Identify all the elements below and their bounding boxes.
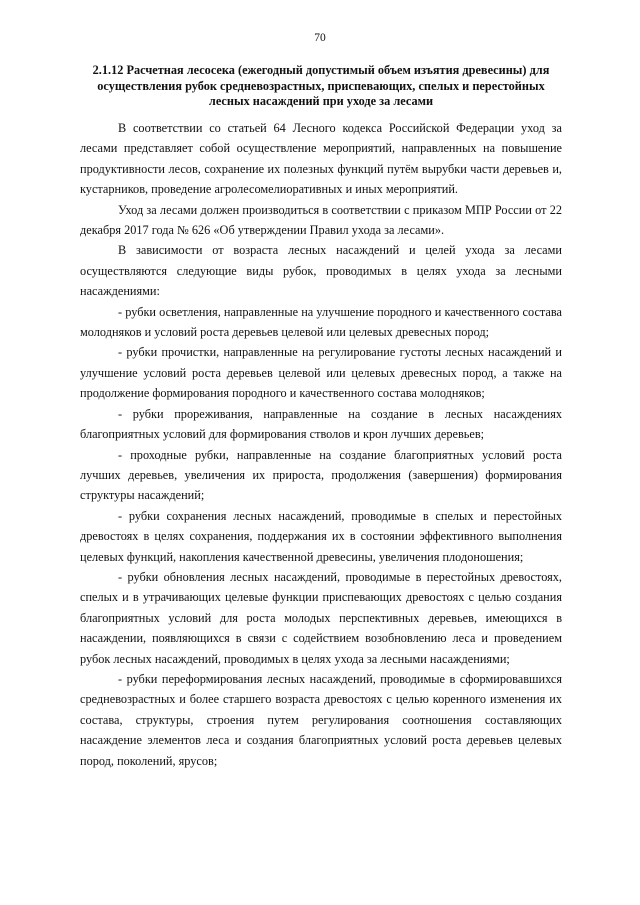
list-item: - рубки обновления лесных насаждений, проводимые в перестойных древостоях, спелых и в утрачивающих целевые функции приспевающих древостоях с целью создания благоприятных условий для роста молодых перспективных деревьев, имеющихся в насаждении, появляющихся в связи с содействием возобновлению леса и проведением рубок лесных насаждений, проводимых в целях ухода за лесными насаждениями; [80, 569, 562, 666]
paragraph: В зависимости от возраста лесных насаждений и целей ухода за лесами осуществляются следующие виды рубок, проводимых в целях ухода за лесными насаждениями: [80, 243, 562, 299]
paragraph: В соответствии со статьей 64 Лесного кодекса Российской Федерации уход за лесами представляет собой осуществление мероприятий, направленных на повышение продуктивности лесов, сохранение их полезных функций путём вырубки части деревьев и, кустарников, проведение агролесомелиоративных и иных мероприятий. [80, 121, 562, 197]
list-item: - проходные рубки, направленные на создание благоприятных условий роста лучших деревьев, увеличения их прироста, продолжения (завершения) формирования структуры насаждений; [80, 447, 562, 503]
document-body [80, 118, 562, 771]
paragraph: Уход за лесами должен производиться в соответствии с приказом МПР России от 22 декабря 2017 года № 626 «Об утверждении Правил ухода за лесами». [80, 202, 562, 238]
list-item: - рубки осветления, направленные на улучшение породного и качественного состава молодняков и условий роста деревьев целевой или целевых древесных пород; [80, 304, 562, 340]
section-heading: 2.1.12 Расчетная лесосека (ежегодный допустимый объем изъятия древесины) для осуществления рубок средневозрастных, приспевающих, спелых и перестойных лесных насаждений при уходе за лесами [92, 63, 550, 108]
list-item: - рубки прочистки, направленные на регулирование густоты лесных насаждений и улучшение условий роста деревьев целевой или целевых древесных пород, а также на продолжение формирования породного и качественного состава молодняков; [80, 345, 562, 401]
page-number: 70 [314, 32, 326, 44]
list-item: - рубки прореживания, направленные на создание в лесных насаждениях благоприятных условий для формирования стволов и крон лучших деревьев; [80, 406, 562, 442]
list-item: - рубки сохранения лесных насаждений, проводимые в спелых и перестойных древостоях в целях сохранения, поддержания их в состоянии эффективного выполнения целевых функций, накопления качественной древесины, увеличения плодоношения; [80, 508, 562, 564]
list-item: - рубки переформирования лесных насаждений, проводимые в сформировавшихся средневозрастных и более старшего возраста древостоях с целью коренного изменения их состава, структуры, строения путем регулирования соотношения составляющих насаждение элементов леса и создания благоприятных условий роста деревьев целевых пород, поколений, ярусов; [80, 671, 562, 768]
